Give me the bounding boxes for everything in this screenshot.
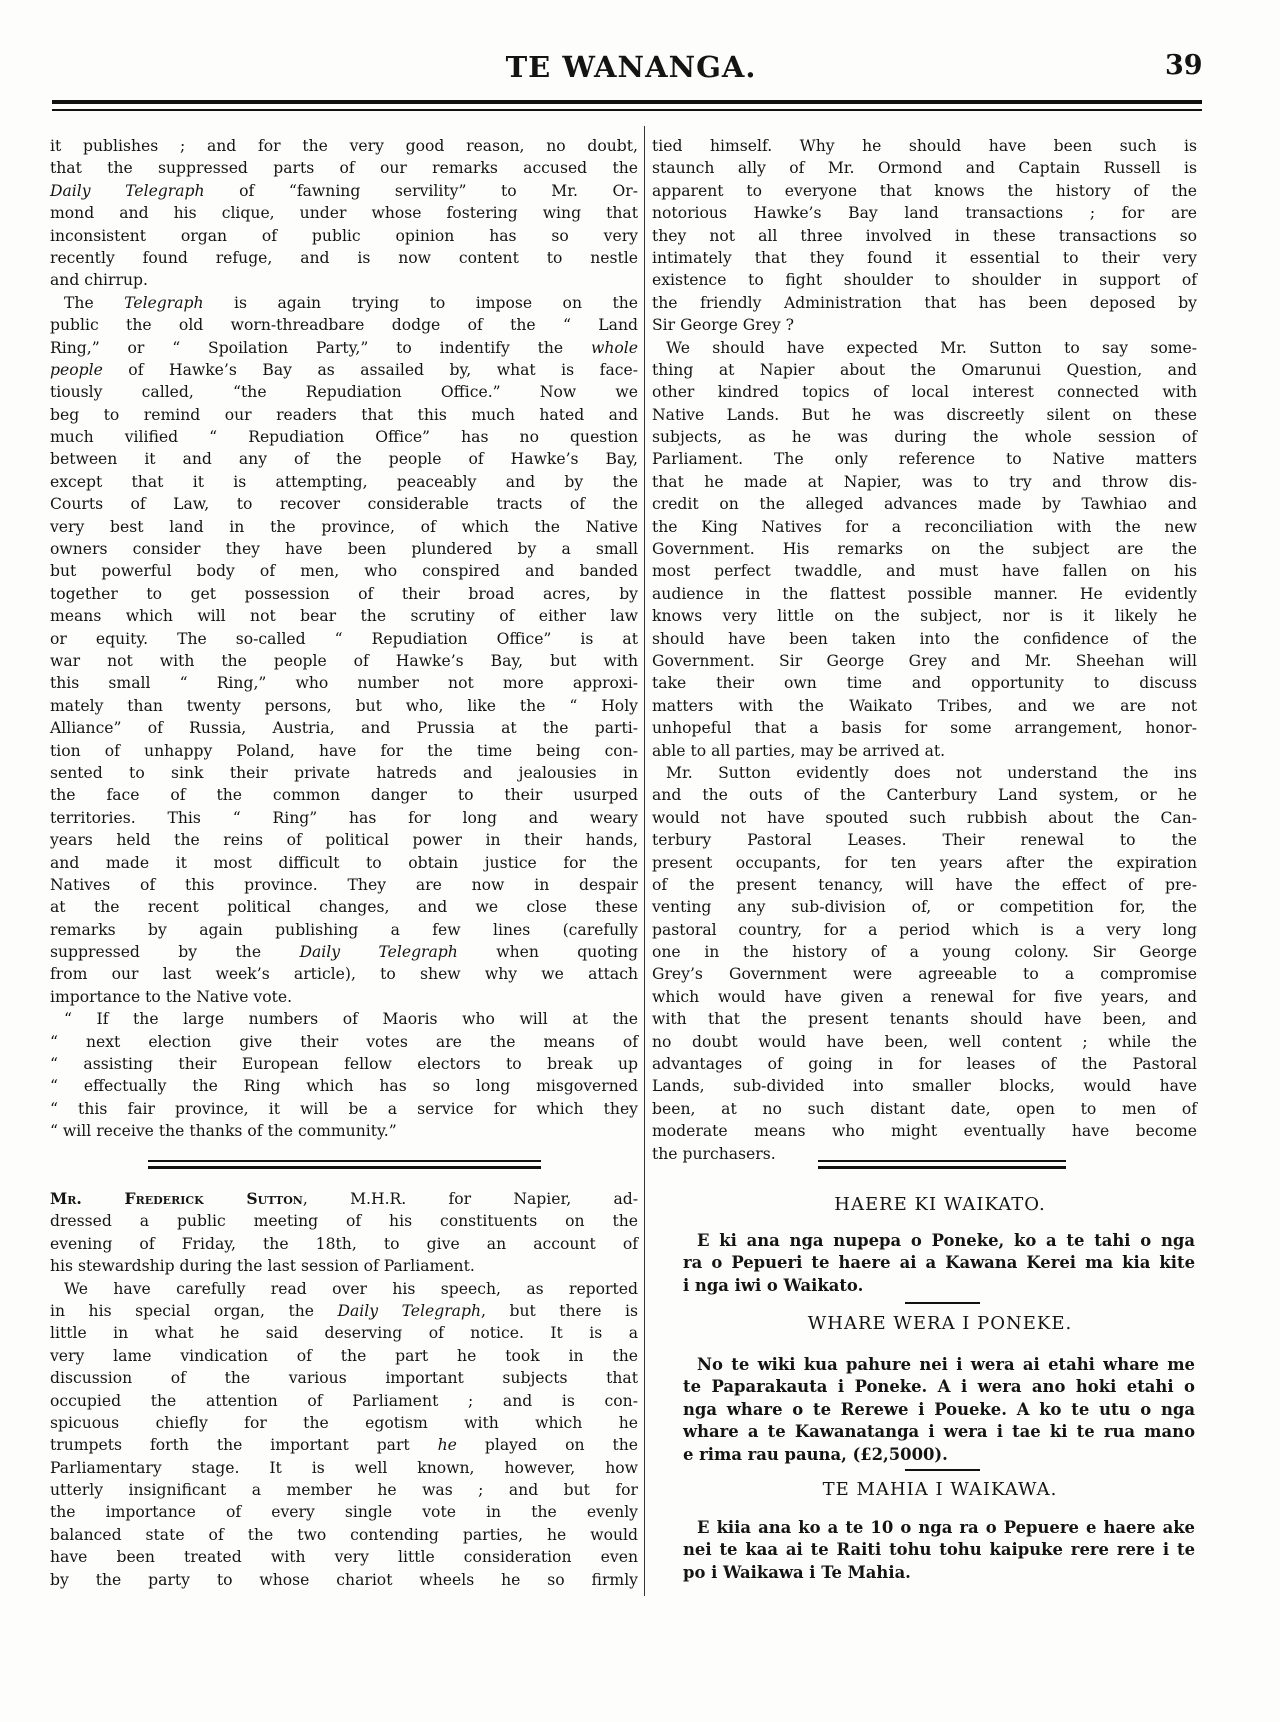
text-line: beg to remind our readers that this much hated and [50, 405, 638, 424]
text-line: “ will receive the thanks of the community.” [50, 1122, 397, 1141]
text-line: te Paparakauta i Poneke. A i wera ano hoki etahi o [683, 1377, 1195, 1397]
text-line: existence to fight shoulder to shoulder in support of [652, 271, 1197, 290]
section-body [683, 1517, 1195, 1584]
section-body [683, 1354, 1195, 1466]
text-line: remarks by again publishing a few lines (carefully [50, 920, 638, 939]
text-line: territories. This “ Ring” has for long and weary [50, 808, 638, 827]
text-line: thing at Napier about the Omarunui Question, and [652, 360, 1197, 379]
page-number: 39 [1165, 50, 1203, 81]
text-line: credit on the alleged advances made by Tawhiao and [652, 495, 1197, 514]
text-segment: trumpets forth the important part [50, 1436, 438, 1455]
text-line: of the present tenancy, will have the effect of pre- [652, 875, 1197, 894]
text-line: and made it most difficult to obtain justice for the [50, 853, 638, 872]
left-article [50, 135, 638, 1143]
text-line: knows very little on the subject, nor is it likely he [652, 607, 1197, 626]
text-line: i nga iwi o Waikato. [683, 1275, 864, 1295]
text-line: have been treated with very little consideration even [50, 1548, 638, 1567]
section-rule [148, 1160, 541, 1162]
section-body [683, 1230, 1195, 1297]
text-line: recently found refuge, and is now content to nestle [50, 248, 638, 267]
text-line: one in the history of a young colony. Sir George [652, 943, 1197, 962]
italic-text: Daily Telegraph [299, 943, 458, 962]
text-line: tiously called, “the Repudiation Office.” Now we [50, 383, 638, 402]
text-line [50, 180, 638, 202]
text-line: intimately that they found it essential to their very [652, 248, 1197, 267]
text-line: no doubt would have been, well content ; while the [652, 1032, 1197, 1051]
text-line: whare a te Kawanatanga i wera i tae ki te rua mano [683, 1422, 1195, 1442]
text-line: discussion of the various important subjects that [50, 1369, 638, 1388]
text-line [50, 1300, 638, 1322]
text-line: Sir George Grey ? [652, 316, 795, 335]
text-line: tion of unhappy Poland, have for the time being con- [50, 741, 638, 760]
text-line: with that the present tenants should have been, and [652, 1010, 1197, 1029]
text-line: the purchasers. [652, 1144, 776, 1163]
text-line: We have carefully read over his speech, as reported [64, 1279, 638, 1298]
text-line: unhopeful that a basis for some arrangement, honor- [652, 719, 1197, 738]
text-line: means which will not bear the scrutiny of either law [50, 607, 638, 626]
newspaper-title: TE WANANGA. [505, 50, 757, 84]
text-line: e rima rau pauna, (£2,5000). [683, 1444, 948, 1464]
text-segment: is again trying to impose on the [203, 293, 638, 312]
text-line [50, 359, 638, 381]
text-line: “ assisting their European fellow electors to break up [50, 1055, 638, 1074]
italic-text: Daily Telegraph [50, 181, 205, 200]
text-line [50, 1434, 638, 1456]
text-line: “ effectually the Ring which has so long misgoverned [50, 1077, 638, 1096]
text-line: “ this fair province, it will be a service for which they [50, 1099, 638, 1118]
text-line: or equity. The so-called “ Repudiation Office” is at [50, 629, 638, 648]
text-line: public the old worn-threadbare dodge of the “ Land [50, 316, 638, 335]
header-rule-thick [52, 100, 1202, 104]
text-line [50, 941, 638, 963]
text-line: and the outs of the Canterbury Land system, or he [652, 786, 1197, 805]
text-line: Lands, sub-divided into smaller blocks, would have [652, 1077, 1197, 1096]
text-line: “ next election give their votes are the means of [50, 1032, 638, 1051]
text-line: little in what he said deserving of notice. It is a [50, 1324, 638, 1343]
text-line: owners consider they have been plundered by a small [50, 540, 638, 559]
text-line: evening of Friday, the 18th, to give an account of [50, 1234, 638, 1253]
text-segment: in his special organ, the [50, 1301, 338, 1320]
text-line: nga whare o te Rerewe i Poueke. A ko te utu o nga [683, 1399, 1195, 1419]
italic-text: Telegraph [124, 293, 204, 312]
text-line: apparent to everyone that knows the history of the [652, 181, 1197, 200]
text-line: much vilified “ Repudiation Office” has no question [50, 428, 638, 447]
short-rule [905, 1302, 980, 1304]
text-segment: The [64, 293, 125, 312]
section-heading: TE MAHIA I WAIKAWA. [822, 1479, 1058, 1500]
text-line: terbury Pastoral Leases. Their renewal to the [652, 831, 1197, 850]
text-line: Government. Sir George Grey and Mr. Sheehan will [652, 651, 1197, 670]
text-segment: , M.H.R. for Napier, ad- [302, 1190, 638, 1208]
text-line: except that it is attempting, peaceably and by the [50, 472, 638, 491]
author-name: Mr. Frederick Sutton [50, 1189, 303, 1208]
text-line: together to get possession of their broad acres, by [50, 584, 638, 603]
text-line: his stewardship during the last session of Parliament. [50, 1257, 475, 1276]
text-line: between it and any of the people of Hawke’s Bay, [50, 450, 638, 469]
text-segment: when quoting [457, 943, 639, 962]
text-segment: Ring,” or “ Spoilation Party,” to indentify the [50, 338, 591, 357]
text-line: Government. His remarks on the subject are the [652, 540, 1197, 559]
text-line: pastoral country, for a period which is a very long [652, 920, 1197, 939]
text-line: that the suppressed parts of our remarks accused the [50, 159, 638, 178]
text-line: “ If the large numbers of Maoris who will at the [64, 1010, 638, 1029]
column-divider [644, 126, 645, 1596]
text-line: audience in the flattest possible manner. He evidently [652, 584, 1197, 603]
text-line: moderate means who might eventually have become [652, 1122, 1197, 1141]
text-line: war not with the people of Hawke’s Bay, but with [50, 651, 638, 670]
text-line: but powerful body of men, who conspired and banded [50, 562, 638, 581]
section-heading: HAERE KI WAIKATO. [834, 1194, 1046, 1215]
text-line: been, at no such distant date, open to men of [652, 1099, 1197, 1118]
text-line: Parliament. The only reference to Native matters [652, 450, 1197, 469]
text-line: years held the reins of political power in their hands, [50, 831, 638, 850]
right-article [652, 135, 1197, 1165]
text-line: ra o Pepueri te haere ai a Kawana Kerei ma kia kite [683, 1253, 1195, 1273]
text-line: the importance of every single vote in the evenly [50, 1503, 638, 1522]
text-line: staunch ally of Mr. Ormond and Captain Russell is [652, 159, 1197, 178]
section-rule [148, 1166, 541, 1169]
text-line: Mr. Sutton evidently does not understand the ins [666, 763, 1197, 782]
text-line: We should have expected Mr. Sutton to say some- [666, 338, 1197, 357]
text-line: importance to the Native vote. [50, 987, 293, 1006]
text-line: Native Lands. But he was discreetly silent on these [652, 405, 1197, 424]
text-line: venting any sub-division of, or competition for, the [652, 898, 1197, 917]
text-line: should have been taken into the confidence of the [652, 629, 1197, 648]
text-line: most perfect twaddle, and must have fallen on his [652, 562, 1197, 581]
text-line: the King Natives for a reconciliation with the new [652, 517, 1197, 536]
text-line: very best land in the province, of which the Native [50, 517, 638, 536]
text-line: that he made at Napier, was to try and throw dis- [652, 472, 1197, 491]
text-line: dressed a public meeting of his constituents on the [50, 1212, 638, 1231]
text-line: Parliamentary stage. It is well known, however, how [50, 1458, 638, 1477]
text-line: notorious Hawke’s Bay land transactions ; for are [652, 204, 1197, 223]
text-line: this small “ Ring,” who number not more approxi- [50, 674, 638, 693]
text-segment: , but there is [481, 1301, 638, 1320]
text-line: balanced state of the two contending parties, he would [50, 1525, 638, 1544]
text-line: matters with the Waikato Tribes, and we are not [652, 696, 1197, 715]
text-segment: suppressed by the [50, 943, 300, 962]
text-line: E ki ana nga nupepa o Poneke, ko a te tahi o nga [697, 1231, 1195, 1250]
short-rule [905, 1469, 980, 1471]
section-rule [818, 1166, 1066, 1169]
text-line: advantages of going in for leases of the Pastoral [652, 1055, 1197, 1074]
text-line: utterly insignificant a member he was ; and but for [50, 1481, 638, 1500]
italic-text: whole [591, 338, 638, 357]
italic-text: Daily Telegraph [337, 1301, 481, 1320]
text-line: occupied the attention of Parliament ; and is con- [50, 1391, 638, 1410]
section-rule [818, 1160, 1066, 1162]
text-segment: played on the [456, 1436, 638, 1455]
text-line: by the party to whose chariot wheels he so firmly [50, 1570, 638, 1589]
text-line: spicuous chiefly for the egotism with which he [50, 1413, 638, 1432]
text-line: the friendly Administration that has been deposed by [652, 293, 1197, 312]
text-segment: of “fawning servility” to Mr. Or- [204, 181, 638, 200]
sutton-article [50, 1188, 638, 1591]
italic-text: he [437, 1436, 457, 1455]
text-line: Courts of Law, to recover considerable tracts of the [50, 495, 638, 514]
text-line: No te wiki kua pahure nei i wera ai etahi whare me [697, 1355, 1195, 1374]
text-line: take their own time and opportunity to discuss [652, 674, 1197, 693]
text-line: and chirrup. [50, 271, 148, 290]
text-line: they not all three involved in these transactions so [652, 226, 1197, 245]
text-line: tied himself. Why he should have been such is [652, 137, 1197, 155]
text-line: it publishes ; and for the very good reason, no doubt, [50, 137, 638, 155]
text-line: nei te kaa ai te Raiti tohu tohu kaipuke rere rere i te [683, 1540, 1195, 1560]
text-line: Grey’s Government were agreeable to a compromise [652, 965, 1197, 984]
section-heading: WHARE WERA I PONEKE. [807, 1313, 1073, 1334]
text-line: E kiia ana ko a te 10 o nga ra o Pepuere e haere ake [697, 1518, 1195, 1537]
text-line [50, 1188, 638, 1210]
text-line: which would have given a renewal for five years, and [652, 987, 1197, 1006]
text-line: present occupants, for ten years after the expiration [652, 853, 1197, 872]
text-line: from our last week’s article), to shew why we attach [50, 965, 638, 984]
italic-text: people [50, 360, 103, 379]
text-line: po i Waikawa i Te Mahia. [683, 1562, 911, 1582]
header-rule-thin [52, 109, 1202, 111]
text-line: able to all parties, may be arrived at. [652, 741, 946, 760]
text-line: at the recent political changes, and we close these [50, 898, 638, 917]
text-line: Alliance” of Russia, Austria, and Prussia at the parti- [50, 719, 638, 738]
text-line: inconsistent organ of public opinion has so very [50, 226, 638, 245]
text-line: mond and his clique, under whose fostering wing that [50, 204, 638, 223]
text-line: very lame vindication of the part he took in the [50, 1346, 638, 1365]
text-line: the face of the common danger to their usurped [50, 786, 638, 805]
text-line: Natives of this province. They are now in despair [50, 875, 638, 894]
text-line: mately than twenty persons, but who, like the “ Holy [50, 696, 638, 715]
text-line: other kindred topics of local interest connected with [652, 383, 1197, 402]
text-segment: of Hawke’s Bay as assailed by, what is face- [102, 360, 638, 379]
text-line [50, 292, 638, 314]
text-line [50, 337, 638, 359]
text-line: would not have spouted such rubbish about the Can- [652, 808, 1197, 827]
text-line: sented to sink their private hatreds and jealousies in [50, 763, 638, 782]
text-line: subjects, as he was during the whole session of [652, 428, 1197, 447]
